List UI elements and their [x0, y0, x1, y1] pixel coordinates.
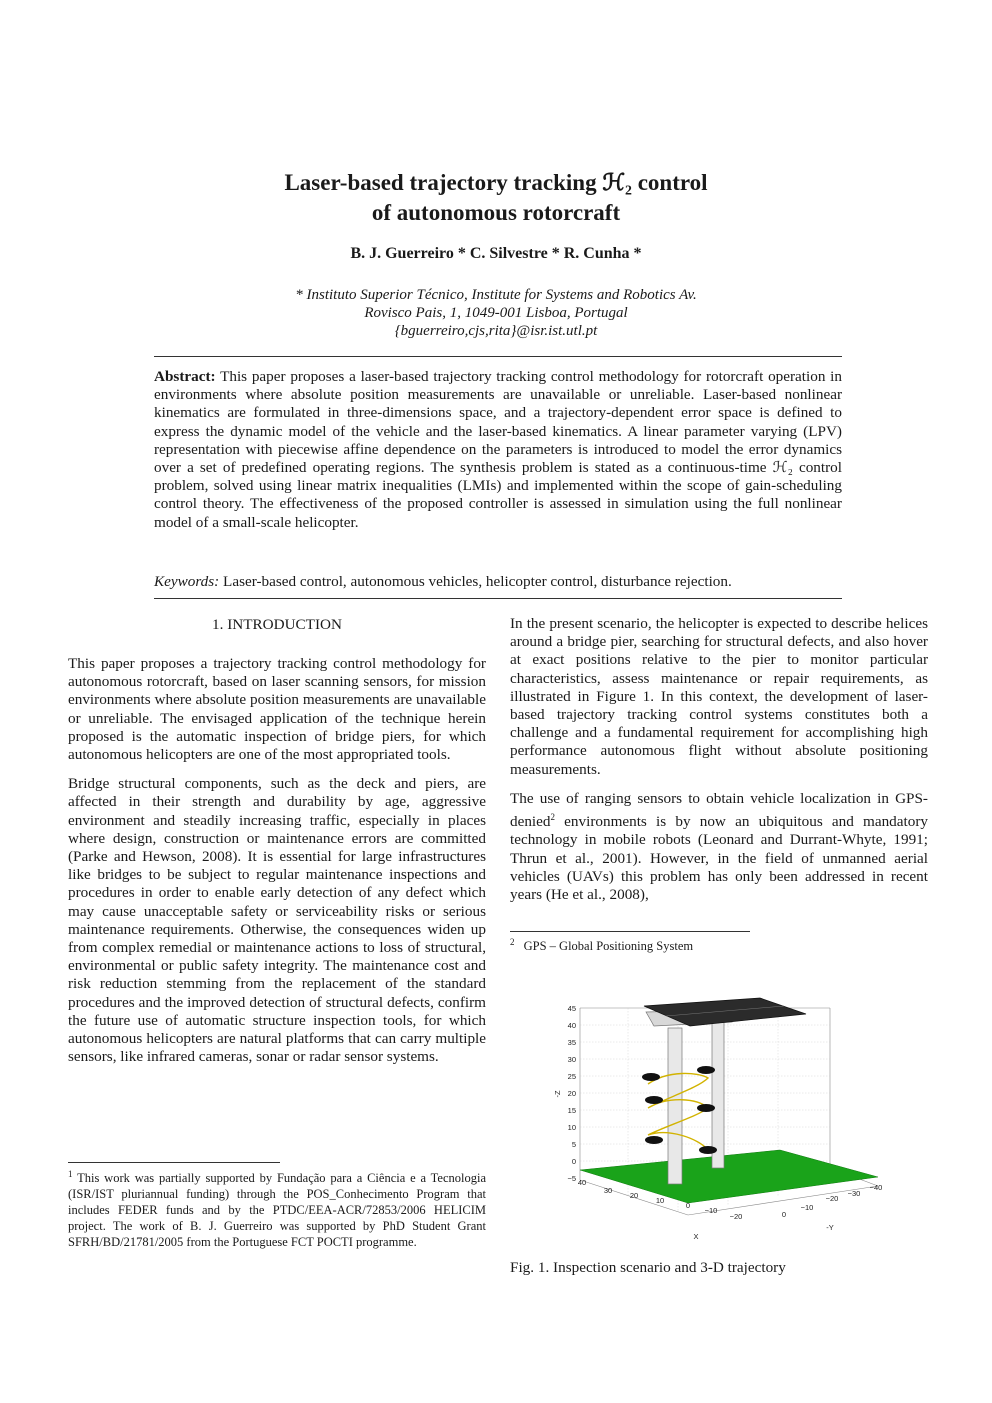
- intro-paragraph-4: The use of ranging sensors to obtain vehicle localization in GPS-denied$^2$ environments is by now an ubiquitous and mandatory technology in mobile robots (Leonard and Durrant-Whyte, 1991; Thrun et al., 2001). However, in the field of unmanned aerial vehicles (UAVs) this problem has only been addressed in recent years (He et al., 2008),: [510, 789, 928, 903]
- left-column: [68, 655, 486, 1077]
- z-tick-45: 45: [567, 1004, 576, 1013]
- footnote-2: [510, 934, 928, 954]
- z-tick-35: 35: [567, 1038, 576, 1047]
- intro-paragraph-1: This paper proposes a trajectory tracking control methodology for autonomous rotorcraft, based on laser scanning sensors, for mission environments where absolute position measurements are unavailable or unreliable. The envisaged application of the technique herein proposed is the automatic inspection of bridge piers, for which autonomous helicopters are one of the most appropriated tools.: [68, 655, 486, 764]
- y-tick-minus10: −10: [800, 1203, 814, 1212]
- footnote-1-text: This work was partially supported by Fundação para a Ciência e a Tecnologia (ISR/IST pluriannual funding) through the POS_Conhecimento Program that includes FEDER funds and by the PTDC/EEA-ACR/72853/2006 HELICIM project. The work of B. J. Guerreiro was supported by PhD Student Grant SFRH/BD/21781/2005 from the Portuguese FCT POCTI programme.: [68, 1171, 487, 1250]
- x-tick-30: 30: [603, 1186, 613, 1195]
- paper-title: [0, 168, 992, 228]
- pillar-right: [712, 1018, 724, 1168]
- z-tick-0: 0: [571, 1157, 576, 1166]
- footnote-rule-right: [510, 931, 750, 932]
- footnote-1: [68, 1166, 486, 1250]
- footnote-2-ref: 2: [550, 812, 555, 823]
- right-column: [510, 615, 928, 915]
- abstract: [154, 368, 842, 532]
- z-tick-minus5: −5: [567, 1174, 576, 1183]
- abstract-top-rule: [154, 356, 842, 357]
- footnote-rule-left: [68, 1162, 280, 1163]
- section-heading-introduction: 1. INTRODUCTION: [212, 616, 342, 633]
- abstract-bottom-rule: [154, 598, 842, 599]
- keywords: [154, 573, 842, 591]
- x-tick-20: 20: [629, 1191, 639, 1200]
- y-tick-0: 0: [781, 1210, 787, 1219]
- affiliation-email: {bguerreiro,cjs,rita}@isr.ist.utl.pt: [394, 323, 598, 339]
- affiliation: [0, 286, 992, 340]
- title-line-2: of autonomous rotorcraft: [371, 200, 621, 225]
- z-tick-10: 10: [567, 1123, 576, 1132]
- footnote-1-mark: 1: [68, 1169, 73, 1179]
- abstract-label: Abstract:: [154, 368, 216, 385]
- figure-1-3d-plot: [548, 990, 898, 1245]
- y-tick-minus20: −20: [825, 1194, 839, 1203]
- z-tick-5: 5: [571, 1140, 576, 1149]
- pillar-left: [668, 1028, 682, 1184]
- title-line-1: Laser-based trajectory tracking ℋ₂ control: [284, 170, 708, 195]
- affiliation-line-1: * Instituto Superior Técnico, Institute for Systems and Robotics Av.: [295, 287, 697, 303]
- x-tick-10: 10: [655, 1196, 665, 1205]
- y-tick-minus30: −30: [847, 1189, 861, 1198]
- affiliation-line-2: Rovisco Pais, 1, 1049-001 Lisboa, Portugal: [364, 305, 628, 321]
- figure-1-caption: Fig. 1. Inspection scenario and 3-D trajectory: [510, 1259, 786, 1276]
- intro-paragraph-3: In the present scenario, the helicopter is expected to describe helices around a bridge pier, searching for structural defects, and also hover at exact positions relative to the pier to monitor particular characteristics, assess maintenance or repair requirements, as illustrated in Figure 1. In this context, the development of laser-based trajectory tracking control systems constitutes both a challenge and a fundamental requirement for accomplishing high performance autonomous flight without absolute positioning measurements.: [510, 615, 928, 778]
- intro-paragraph-2: Bridge structural components, such as the deck and piers, are affected in their strength and durability by age, aggressive environment and steadily increasing traffic, especially in places where design, construction or maintenance errors are committed (Parke and Hewson, 2008). It is essential for large infrastructures like bridges to be subject to regular maintenance inspections and procedures in order to enable early detection of any defect which may cause unacceptable safety or serviceability risks or serious maintenance requirements. Otherwise, the consequences widen up from complex remedial or maintenance actions to loss of structural, environmental or public safety integrity. The maintenance cost and risk reduction stemming from the replacement of the standard procedures and the improved detection of structural defects, confirm the future use of automatic structure inspection tools, for which autonomous helicopters are natural platforms that can carry multiple sensors, like infrared cameras, sonar or radar sensor systems.: [68, 775, 486, 1066]
- y-tick-minus40: −40: [869, 1183, 883, 1192]
- y-axis-label: -Y: [826, 1223, 834, 1232]
- keywords-text: Laser-based control, autonomous vehicles, helicopter control, disturbance rejection.: [223, 573, 732, 590]
- x-tick-0: 0: [685, 1201, 691, 1210]
- z-tick-30: 30: [567, 1055, 576, 1064]
- z-tick-25: 25: [567, 1072, 576, 1081]
- z-tick-20: 20: [567, 1089, 576, 1098]
- x-tick-minus20: −20: [729, 1212, 743, 1221]
- x-tick-40: 40: [577, 1178, 587, 1187]
- keywords-label: Keywords:: [154, 573, 220, 590]
- z-tick-40: 40: [567, 1021, 576, 1030]
- author-list: B. J. Guerreiro * C. Silvestre * R. Cunha *: [350, 245, 642, 262]
- z-axis-label: -Z: [553, 1090, 562, 1098]
- footnote-2-text: GPS – Global Positioning System: [523, 939, 694, 954]
- x-axis-label: X: [693, 1232, 699, 1241]
- z-tick-15: 15: [567, 1106, 576, 1115]
- abstract-text: This paper proposes a laser-based trajectory tracking control methodology for rotorcraft operation in environments where absolute position measurements are unavailable or unreliable. Laser-based nonlinear kinematics are formulated in three-dimensions space, and a trajectory-dependent error space is defined to express the dynamic model of the vehicle and the laser-based kinematics. A linear parameter varying (LPV) representation with piecewise affine dependence on the parameters is introduced to model the error dynamics over a set of predefined operating regions. The synthesis problem is stated as a continuous-time ℋ₂ control problem, solved using linear matrix inequalities (LMIs) and implemented within the scope of gain-scheduling control theory. The effectiveness of the proposed controller is assessed in simulation using the full nonlinear model of a small-scale helicopter.: [154, 368, 843, 531]
- x-tick-minus10: −10: [704, 1206, 718, 1215]
- footnote-2-mark: 2: [510, 937, 515, 947]
